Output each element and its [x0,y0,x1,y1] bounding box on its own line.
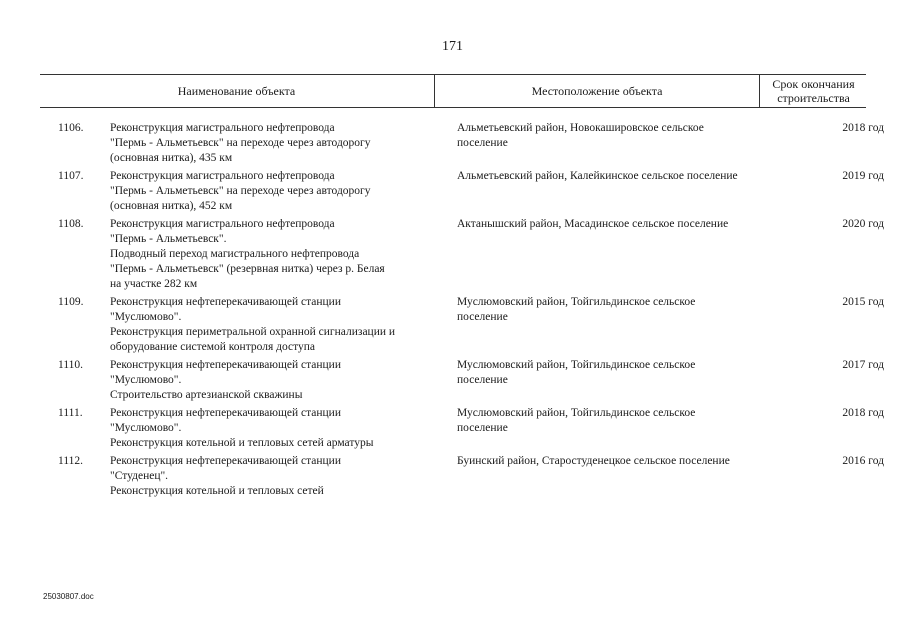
object-name: Реконструкция нефтеперекачивающей станции "Студенец". Реконструкция котельной и тепловых сетей [110,455,341,497]
object-name: Реконструкция нефтеперекачивающей станции "Муслюмово". Реконструкция котельной и тепловых сетей арматуры [110,407,374,449]
header-name: Наименование объекта [177,84,296,98]
object-location: Муслюмовский район, Тойгильдинское сельское поселение [457,296,696,323]
row-number: 1112. [58,455,84,467]
object-location: Муслюмовский район, Тойгильдинское сельское поселение [457,359,696,386]
row-number: 1107. [58,170,84,182]
object-location: Альметьевский район, Новокашировское сельское поселение [457,122,704,149]
object-location: Альметьевский район, Калейкинское сельское поселение [457,170,738,182]
row-number: 1110. [58,359,84,371]
table-body [40,121,884,502]
completion-term: 2018 год [842,122,884,134]
table-row [40,295,884,355]
completion-term: 2018 год [842,407,884,419]
table-row [40,169,884,214]
table-row [40,454,884,499]
table-row [40,358,884,403]
completion-term: 2017 год [842,359,884,371]
object-name: Реконструкция магистрального нефтепровода "Пермь - Альметьевск" на переходе через автодорогу (основная нитка), 435 км [110,122,371,164]
page-number: 171 [442,39,463,54]
object-name: Реконструкция магистрального нефтепровода "Пермь - Альметьевск". Подводный переход магистрального нефтепровода "Пермь - Альметьевск" (резервная нитка) через р. Белая на участке 282 км [110,218,385,290]
header-location: Местоположение объекта [434,75,759,107]
object-location: Буинский район, Старостуденецкое сельское поселение [457,455,730,467]
document-filename: 25030807.doc [43,592,94,601]
completion-term: 2015 год [842,296,884,308]
table-row [40,121,884,166]
table-row [40,217,884,292]
row-number: 1111. [58,407,83,419]
object-name: Реконструкция нефтеперекачивающей станции "Муслюмово". Строительство артезианской скважины [110,359,341,401]
object-name: Реконструкция магистрального нефтепровода "Пермь - Альметьевск" на переходе через автодорогу (основная нитка), 452 км [110,170,371,212]
header-term: Срок окончания строительства [759,75,867,107]
completion-term: 2016 год [842,455,884,467]
object-name: Реконструкция нефтеперекачивающей станции "Муслюмово". Реконструкция периметральной охранной сигнализации и оборудование системой контроля доступа [110,296,396,353]
row-number: 1106. [58,122,84,134]
object-location: Актанышский район, Масадинское сельское поселение [457,218,729,230]
table-row [40,406,884,451]
table-header [40,74,866,108]
row-number: 1109. [58,296,84,308]
completion-term: 2020 год [842,218,884,230]
row-number: 1108. [58,218,84,230]
completion-term: 2019 год [842,170,884,182]
object-location: Муслюмовский район, Тойгильдинское сельское поселение [457,407,696,434]
